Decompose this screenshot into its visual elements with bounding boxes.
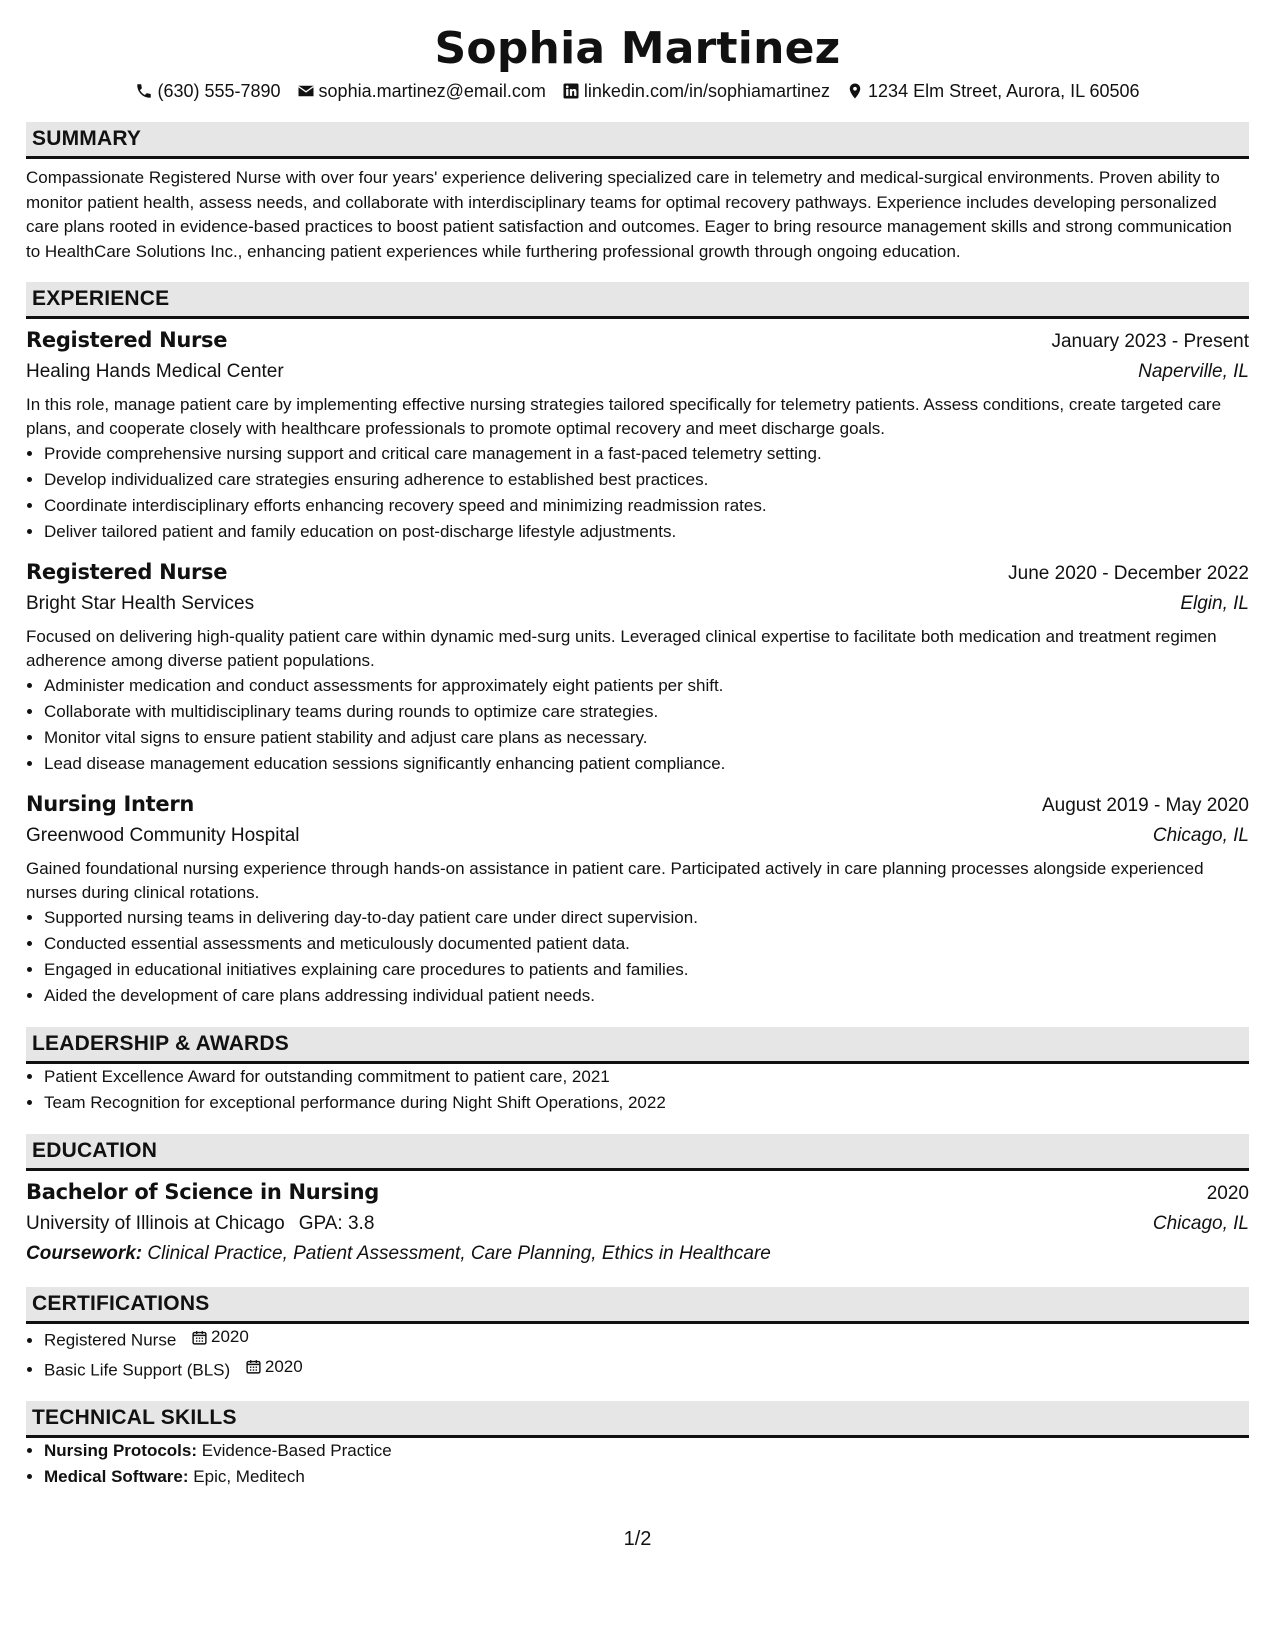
contact-bar	[26, 78, 1249, 104]
education-entry	[26, 1177, 1249, 1269]
coursework-text: Clinical Practice, Patient Assessment, Care Planning, Ethics in Healthcare	[147, 1243, 771, 1264]
school-line	[26, 1209, 374, 1239]
job-entry	[26, 789, 1249, 1009]
school-name: University of Illinois at Chicago	[26, 1213, 285, 1234]
list-item: • Engaged in educational initiatives explaining care procedures to patients and families.	[44, 957, 1249, 983]
list-item: • Provide comprehensive nursing support and critical care management in a fast-paced telemetry setting.	[44, 441, 1249, 467]
job-location: Elgin, IL	[1180, 593, 1249, 614]
list-item: • Lead disease management education sessions significantly enhancing patient compliance.	[44, 751, 1249, 777]
coursework-label: Coursework:	[26, 1243, 143, 1264]
job-bullets	[26, 441, 1249, 545]
list-item	[44, 1354, 1249, 1384]
skills-heading: TECHNICAL SKILLS	[26, 1401, 1249, 1438]
job-title: Nursing Intern	[26, 792, 195, 816]
gpa: GPA: 3.8	[298, 1213, 375, 1234]
job-bullets	[26, 905, 1249, 1009]
skill-label: Nursing Protocols:	[44, 1441, 198, 1460]
cert-year: 2020	[264, 1356, 303, 1376]
list-item: • Aided the development of care plans addressing individual patient needs.	[44, 983, 1249, 1009]
contact-address	[846, 78, 1140, 104]
awards-list	[26, 1064, 1249, 1116]
candidate-name: Sophia Martinez	[434, 23, 841, 74]
summary-heading: SUMMARY	[26, 122, 1249, 159]
cert-date	[245, 1354, 303, 1380]
calendar-icon	[191, 1329, 208, 1346]
degree-title: Bachelor of Science in Nursing	[26, 1180, 379, 1204]
job-title: Registered Nurse	[26, 560, 228, 584]
list-item	[44, 1438, 1249, 1464]
list-item: • Patient Excellence Award for outstanding commitment to patient care, 2021	[44, 1064, 1249, 1090]
job-company: Greenwood Community Hospital	[26, 825, 300, 846]
list-item: • Team Recognition for exceptional performance during Night Shift Operations, 2022	[44, 1090, 1249, 1116]
phone-icon	[135, 82, 153, 100]
map-pin-icon	[846, 82, 864, 100]
list-item: • Conducted essential assessments and meticulously documented patient data.	[44, 931, 1249, 957]
contact-email[interactable]	[297, 78, 546, 104]
list-item: • Collaborate with multidisciplinary teams during rounds to optimize care strategies.	[44, 699, 1249, 725]
skills-list	[26, 1438, 1249, 1490]
cert-date	[191, 1324, 249, 1350]
skill-value: Evidence-Based Practice	[201, 1441, 392, 1460]
cert-name: Registered Nurse	[44, 1330, 177, 1350]
list-item: • Develop individualized care strategies ensuring adherence to established best practices.	[44, 467, 1249, 493]
calendar-icon	[245, 1358, 262, 1375]
contact-linkedin[interactable]	[562, 78, 830, 104]
job-dates: January 2023 - Present	[1051, 331, 1249, 352]
cert-name: Basic Life Support (BLS)	[44, 1360, 231, 1379]
list-item: • Monitor vital signs to ensure patient stability and adjust care plans as necessary.	[44, 725, 1249, 751]
job-entry	[26, 325, 1249, 545]
skill-label: Medical Software:	[44, 1467, 189, 1486]
school-location: Chicago, IL	[1152, 1213, 1249, 1234]
job-description: Focused on delivering high-quality patient care within dynamic med-surg units. Leveraged clinical expertise to facilitate both medication and treatment regimen adherence among diverse patient populations.	[26, 627, 1217, 670]
list-item	[44, 1324, 1249, 1354]
job-description: In this role, manage patient care by implementing effective nursing strategies tailored specifically for telemetry patients. Assess conditions, create targeted care plans, and cooperate closely with healthcare professionals to promote optimal recovery and meet discharge goals.	[26, 395, 1222, 438]
list-item: • Administer medication and conduct assessments for approximately eight patients per shift.	[44, 673, 1249, 699]
list-item: • Coordinate interdisciplinary efforts enhancing recovery speed and minimizing readmission rates.	[44, 493, 1249, 519]
list-item	[44, 1464, 1249, 1490]
job-company: Healing Hands Medical Center	[26, 361, 284, 382]
certifications-heading: CERTIFICATIONS	[26, 1287, 1249, 1324]
awards-heading: LEADERSHIP & AWARDS	[26, 1027, 1249, 1064]
linkedin-icon	[562, 82, 580, 100]
email-text[interactable]: sophia.martinez@email.com	[318, 81, 546, 101]
job-description: Gained foundational nursing experience through hands-on assistance in patient care. Participated actively in care planning processes alongside experienced nurses during clinical rotations.	[26, 859, 1204, 902]
linkedin-text[interactable]: linkedin.com/in/sophiamartinez	[583, 81, 831, 101]
job-dates: June 2020 - December 2022	[1008, 563, 1249, 584]
job-entry	[26, 557, 1249, 777]
skill-value: Epic, Meditech	[193, 1467, 305, 1486]
address-text: 1234 Elm Street, Aurora, IL 60506	[868, 81, 1140, 101]
job-title: Registered Nurse	[26, 328, 228, 352]
page-number: 1/2	[623, 1528, 652, 1550]
job-company: Bright Star Health Services	[26, 593, 255, 614]
coursework	[26, 1239, 1249, 1269]
degree-year: 2020	[1206, 1183, 1249, 1204]
cert-year: 2020	[211, 1327, 249, 1346]
summary-text: Compassionate Registered Nurse with over four years' experience delivering specialized care in telemetry and medical-surgical environments. Proven ability to monitor patient health, assess needs, and collaborate with interdisciplinary teams for optimal recovery pathways. Experience includes developing personalized care plans rooted in evidence-based practices to boost patient satisfaction and outcomes. Eager to bring resource management skills and strong communication to HealthCare Solutions Inc., enhancing patient experiences while furthering professional growth through ongoing education.	[26, 168, 1232, 261]
education-heading: EDUCATION	[26, 1134, 1249, 1171]
phone-text: (630) 555-7890	[157, 81, 281, 101]
experience-heading: EXPERIENCE	[26, 282, 1249, 319]
contact-phone	[135, 78, 280, 104]
envelope-icon	[297, 82, 315, 100]
certifications-list	[26, 1324, 1249, 1383]
job-bullets	[26, 673, 1249, 777]
list-item: • Deliver tailored patient and family education on post-discharge lifestyle adjustments.	[44, 519, 1249, 545]
list-item: • Supported nursing teams in delivering day-to-day patient care under direct supervision.	[44, 905, 1249, 931]
job-location: Chicago, IL	[1152, 825, 1249, 846]
job-location: Naperville, IL	[1138, 361, 1249, 382]
job-dates: August 2019 - May 2020	[1041, 795, 1249, 816]
